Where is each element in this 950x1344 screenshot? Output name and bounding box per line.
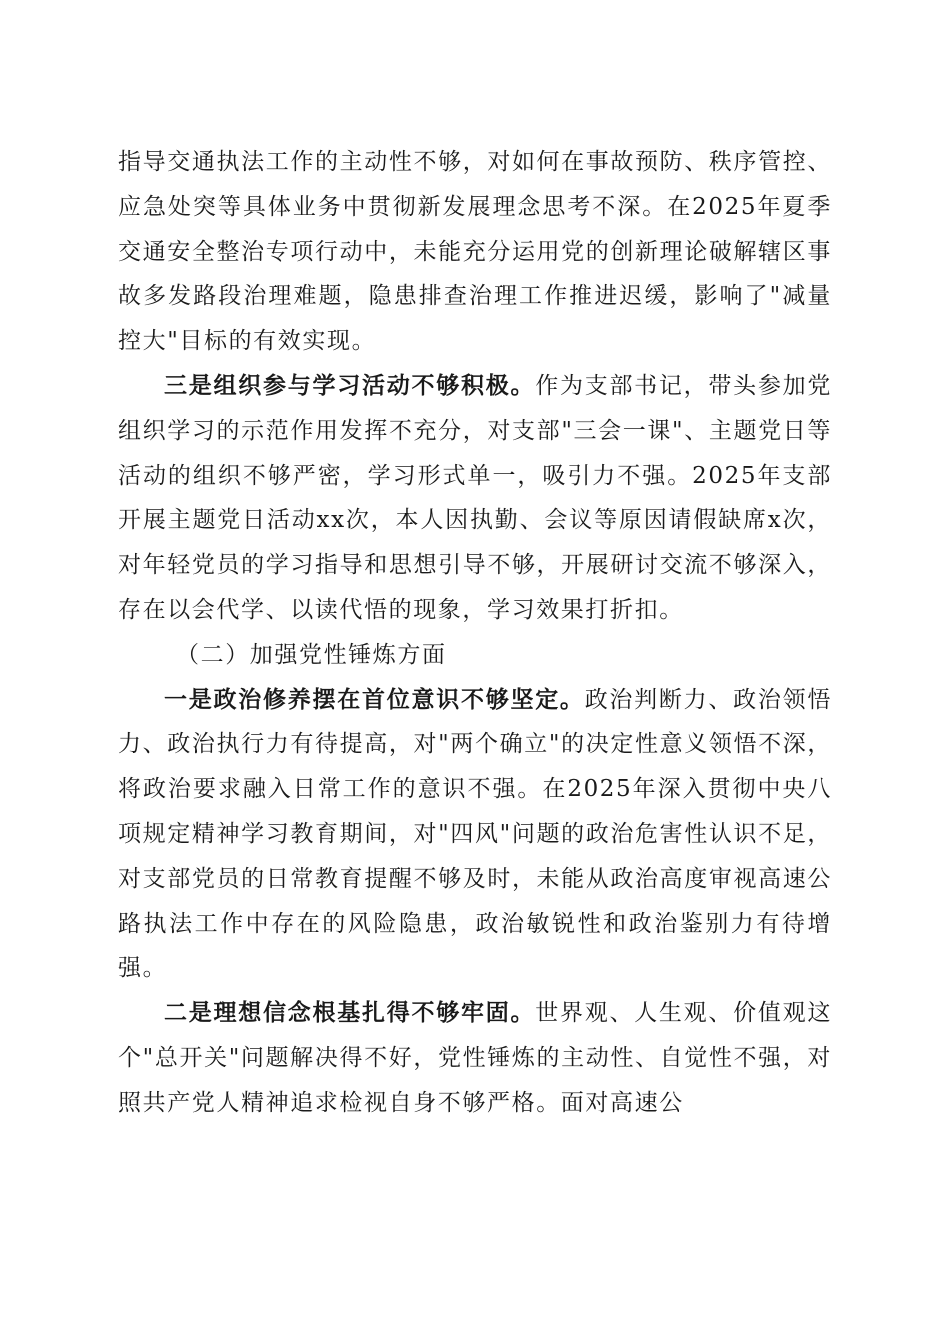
- paragraph-text: 世界观、人生观、价值观这个"总开关"问题解决得不好，党性锤炼的主动性、自觉性不强，对照共产党人精神追求检视自身不够严格。面对高速公: [118, 1000, 833, 1116]
- paragraph-lead: 一是政治修养摆在首位意识不够坚定。: [164, 685, 585, 713]
- paragraph-lead: 三是组织参与学习活动不够积极。: [164, 371, 536, 399]
- paragraph-item-three: [118, 364, 832, 633]
- paragraph-text: 指导交通执法工作的主动性不够，对如何在事故预防、秩序管控、应急处突等具体业务中贯彻新发展理念思考不深。在2025年夏季交通安全整治专项行动中，未能充分运用党的创新理论破解辖区事故多发路段治理难题，隐患排查治理工作推进迟缓，影响了"减量控大"目标的有效实现。: [118, 149, 832, 355]
- paragraph-continuation: [118, 140, 832, 364]
- paragraph-text: 作为支部书记，带头参加党组织学习的示范作用发挥不充分，对支部"三会一课"、主题党日等活动的组织不够严密，学习形式单一，吸引力不强。2025年支部开展主题党日活动xx次，本人因执勤、会议等原因请假缺席x次，对年轻党员的学习指导和思想引导不够，开展研讨交流不够深入，存在以会代学、以读代悟的现象，学习效果打折扣。: [118, 372, 833, 623]
- section-heading: （二）加强党性锤炼方面: [176, 641, 447, 668]
- paragraph-item-one: [118, 678, 832, 992]
- paragraph-lead: 二是理想信念根基扎得不够牢固。: [164, 999, 536, 1027]
- paragraph-text: 政治判断力、政治领悟力、政治执行力有待提高，对"两个确立"的决定性意义领悟不深，将政治要求融入日常工作的意识不强。在2025年深入贯彻中央八项规定精神学习教育期间，对"四风"问题的政治危害性认识不足，对支部党员的日常教育提醒不够及时，未能从政治高度审视高速公路执法工作中存在的风险隐患，政治敏锐性和政治鉴别力有待增强。: [118, 686, 833, 982]
- paragraph-item-two: [118, 991, 832, 1125]
- document-body: [118, 140, 832, 1126]
